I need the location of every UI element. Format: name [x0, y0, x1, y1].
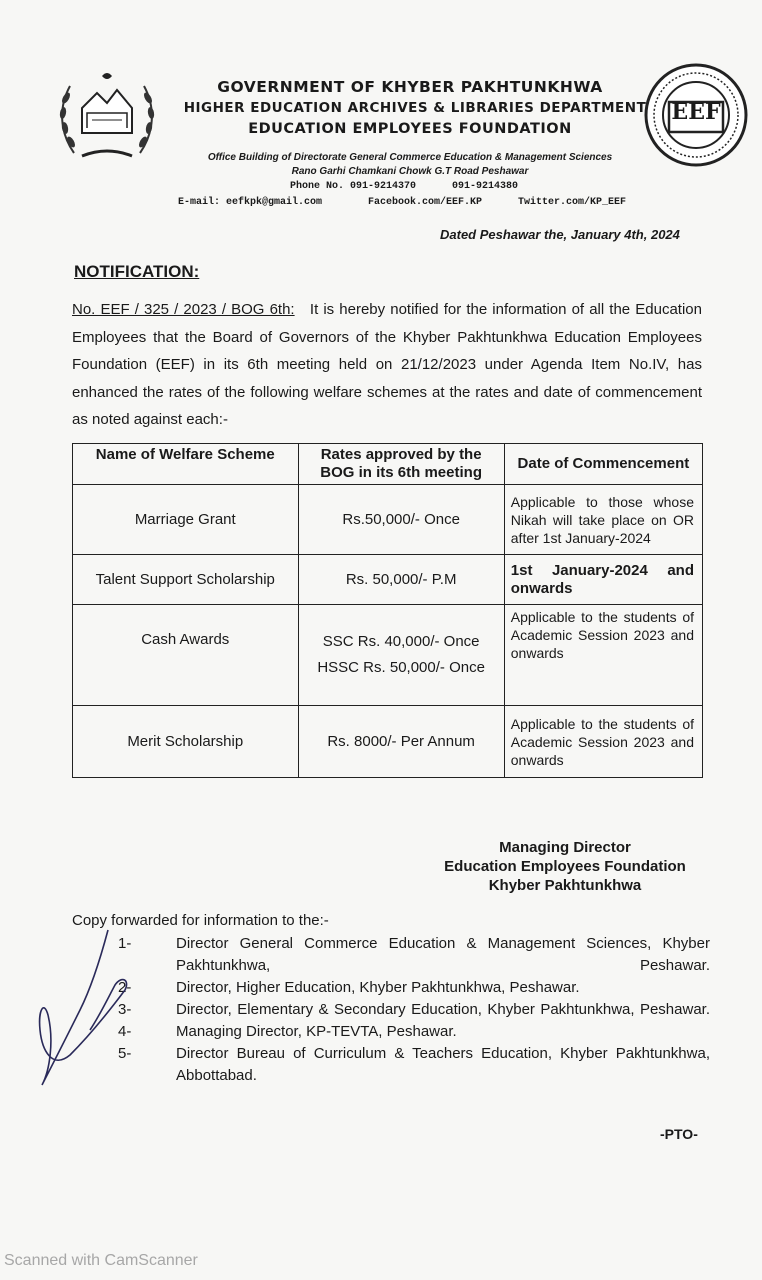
- notification-body: [72, 296, 702, 434]
- letterhead-phone: Phone No. 091-9214370: [290, 181, 417, 192]
- scheme-date: 1st January-2024 and onwards: [504, 555, 702, 605]
- scheme-rate: Rs.50,000/- Once: [298, 485, 504, 555]
- pto-marker: -PTO-: [660, 1126, 698, 1142]
- header-scheme: Name of Welfare Scheme: [73, 444, 299, 485]
- scheme-name: Cash Awards: [73, 605, 299, 706]
- letterhead-address-2: Rano Garhi Chamkani Chowk G.T Road Peshawar: [291, 166, 529, 177]
- list-number: 5-: [118, 1045, 132, 1062]
- scheme-rate-cell: [298, 605, 504, 706]
- list-text: Director Bureau of Curriculum & Teachers Education, Khyber Pakhtunkhwa, Abbottabad.: [176, 1045, 710, 1084]
- list-item: [110, 999, 710, 1021]
- list-text: Director, Elementary & Secondary Education, Khyber Pakhtunkhwa, Peshawar.: [176, 1001, 710, 1018]
- scheme-date: Applicable to those whose Nikah will take place on OR after 1st January-2024: [504, 485, 702, 555]
- table-row: [73, 555, 703, 605]
- kp-government-emblem: [52, 58, 162, 168]
- scheme-rate: SSC Rs. 40,000/- Once: [322, 633, 480, 650]
- list-item: [110, 977, 710, 999]
- letterhead-foundation: EDUCATION EMPLOYEES FOUNDATION: [248, 121, 572, 137]
- list-number: 1-: [118, 935, 132, 952]
- copy-forwarded-title: Copy forwarded for information to the:-: [72, 912, 329, 929]
- list-item: [110, 933, 710, 977]
- scheme-date: Applicable to the students of Academic Session 2023 and onwards: [504, 605, 702, 706]
- letterhead-phone-2: 091-9214380: [452, 181, 519, 192]
- handwritten-signature: [30, 920, 140, 1100]
- scheme-name: Merit Scholarship: [73, 706, 299, 778]
- scheme-rate-2: HSSC Rs. 50,000/- Once: [317, 659, 485, 676]
- header-date: Date of Commencement: [504, 444, 702, 485]
- table-row: [73, 605, 703, 706]
- letterhead-address-1: Office Building of Directorate General Commerce Education & Management Sciences: [207, 152, 613, 163]
- notification-reference: No. EEF / 325 / 2023 / BOG 6th:: [72, 301, 295, 318]
- scheme-rate: Rs. 50,000/- P.M: [298, 555, 504, 605]
- letterhead-twitter[interactable]: Twitter.com/KP_EEF: [518, 197, 627, 208]
- dated-line: Dated Peshawar the, January 4th, 2024: [440, 227, 680, 242]
- list-text: Director General Commerce Education & Management Sciences, Khyber Pakhtunkhwa, Peshawar.: [176, 935, 710, 974]
- list-item: [110, 1043, 710, 1087]
- list-number: 4-: [118, 1023, 132, 1040]
- list-number: 3-: [118, 1001, 132, 1018]
- notification-title: NOTIFICATION:: [74, 262, 200, 281]
- signature-province: Khyber Pakhtunkhwa: [488, 877, 642, 894]
- welfare-schemes-table: [72, 443, 703, 778]
- scheme-date: Applicable to the students of Academic Session 2023 and onwards: [504, 706, 702, 778]
- list-text: Director, Higher Education, Khyber Pakhtunkhwa, Peshawar.: [176, 979, 580, 996]
- list-text: Managing Director, KP-TEVTA, Peshawar.: [176, 1023, 457, 1040]
- table-row: [73, 706, 703, 778]
- header-rates: Rates approved by the BOG in its 6th meeting: [298, 444, 504, 485]
- letterhead-email[interactable]: E-mail: eefkpk@gmail.com: [178, 197, 323, 208]
- letterhead-facebook[interactable]: Facebook.com/EEF.KP: [368, 197, 483, 208]
- scheme-rate: Rs. 8000/- Per Annum: [298, 706, 504, 778]
- letterhead-government: GOVERNMENT OF KHYBER PAKHTUNKHWA: [217, 78, 603, 96]
- table-header-row: [73, 444, 703, 485]
- signature-block: [410, 838, 720, 895]
- scheme-name: Talent Support Scholarship: [73, 555, 299, 605]
- eef-seal-text: EEF: [671, 99, 721, 125]
- table-row: [73, 485, 703, 555]
- signature-organization: Education Employees Foundation: [444, 858, 686, 875]
- list-number: 2-: [118, 979, 132, 996]
- letterhead-department: HIGHER EDUCATION ARCHIVES & LIBRARIES DEPARTMENT: [183, 100, 647, 116]
- signature-title: Managing Director: [499, 839, 631, 856]
- notification-text: It is hereby notified for the information of all the Education Employees that the Board of Governors of the Khyber Pakhtunkhwa Education Employees Foundation (EEF) in its 6th meeting held on 21/12/2023 under Agenda Item No.IV, has enhanced the rates of the following welfare schemes at the rates and date of commencement as noted against each:-: [72, 301, 702, 428]
- copy-list: [110, 933, 710, 1087]
- scheme-name: Marriage Grant: [73, 485, 299, 555]
- camscanner-watermark: Scanned with CamScanner: [4, 1252, 198, 1269]
- list-item: [110, 1021, 710, 1043]
